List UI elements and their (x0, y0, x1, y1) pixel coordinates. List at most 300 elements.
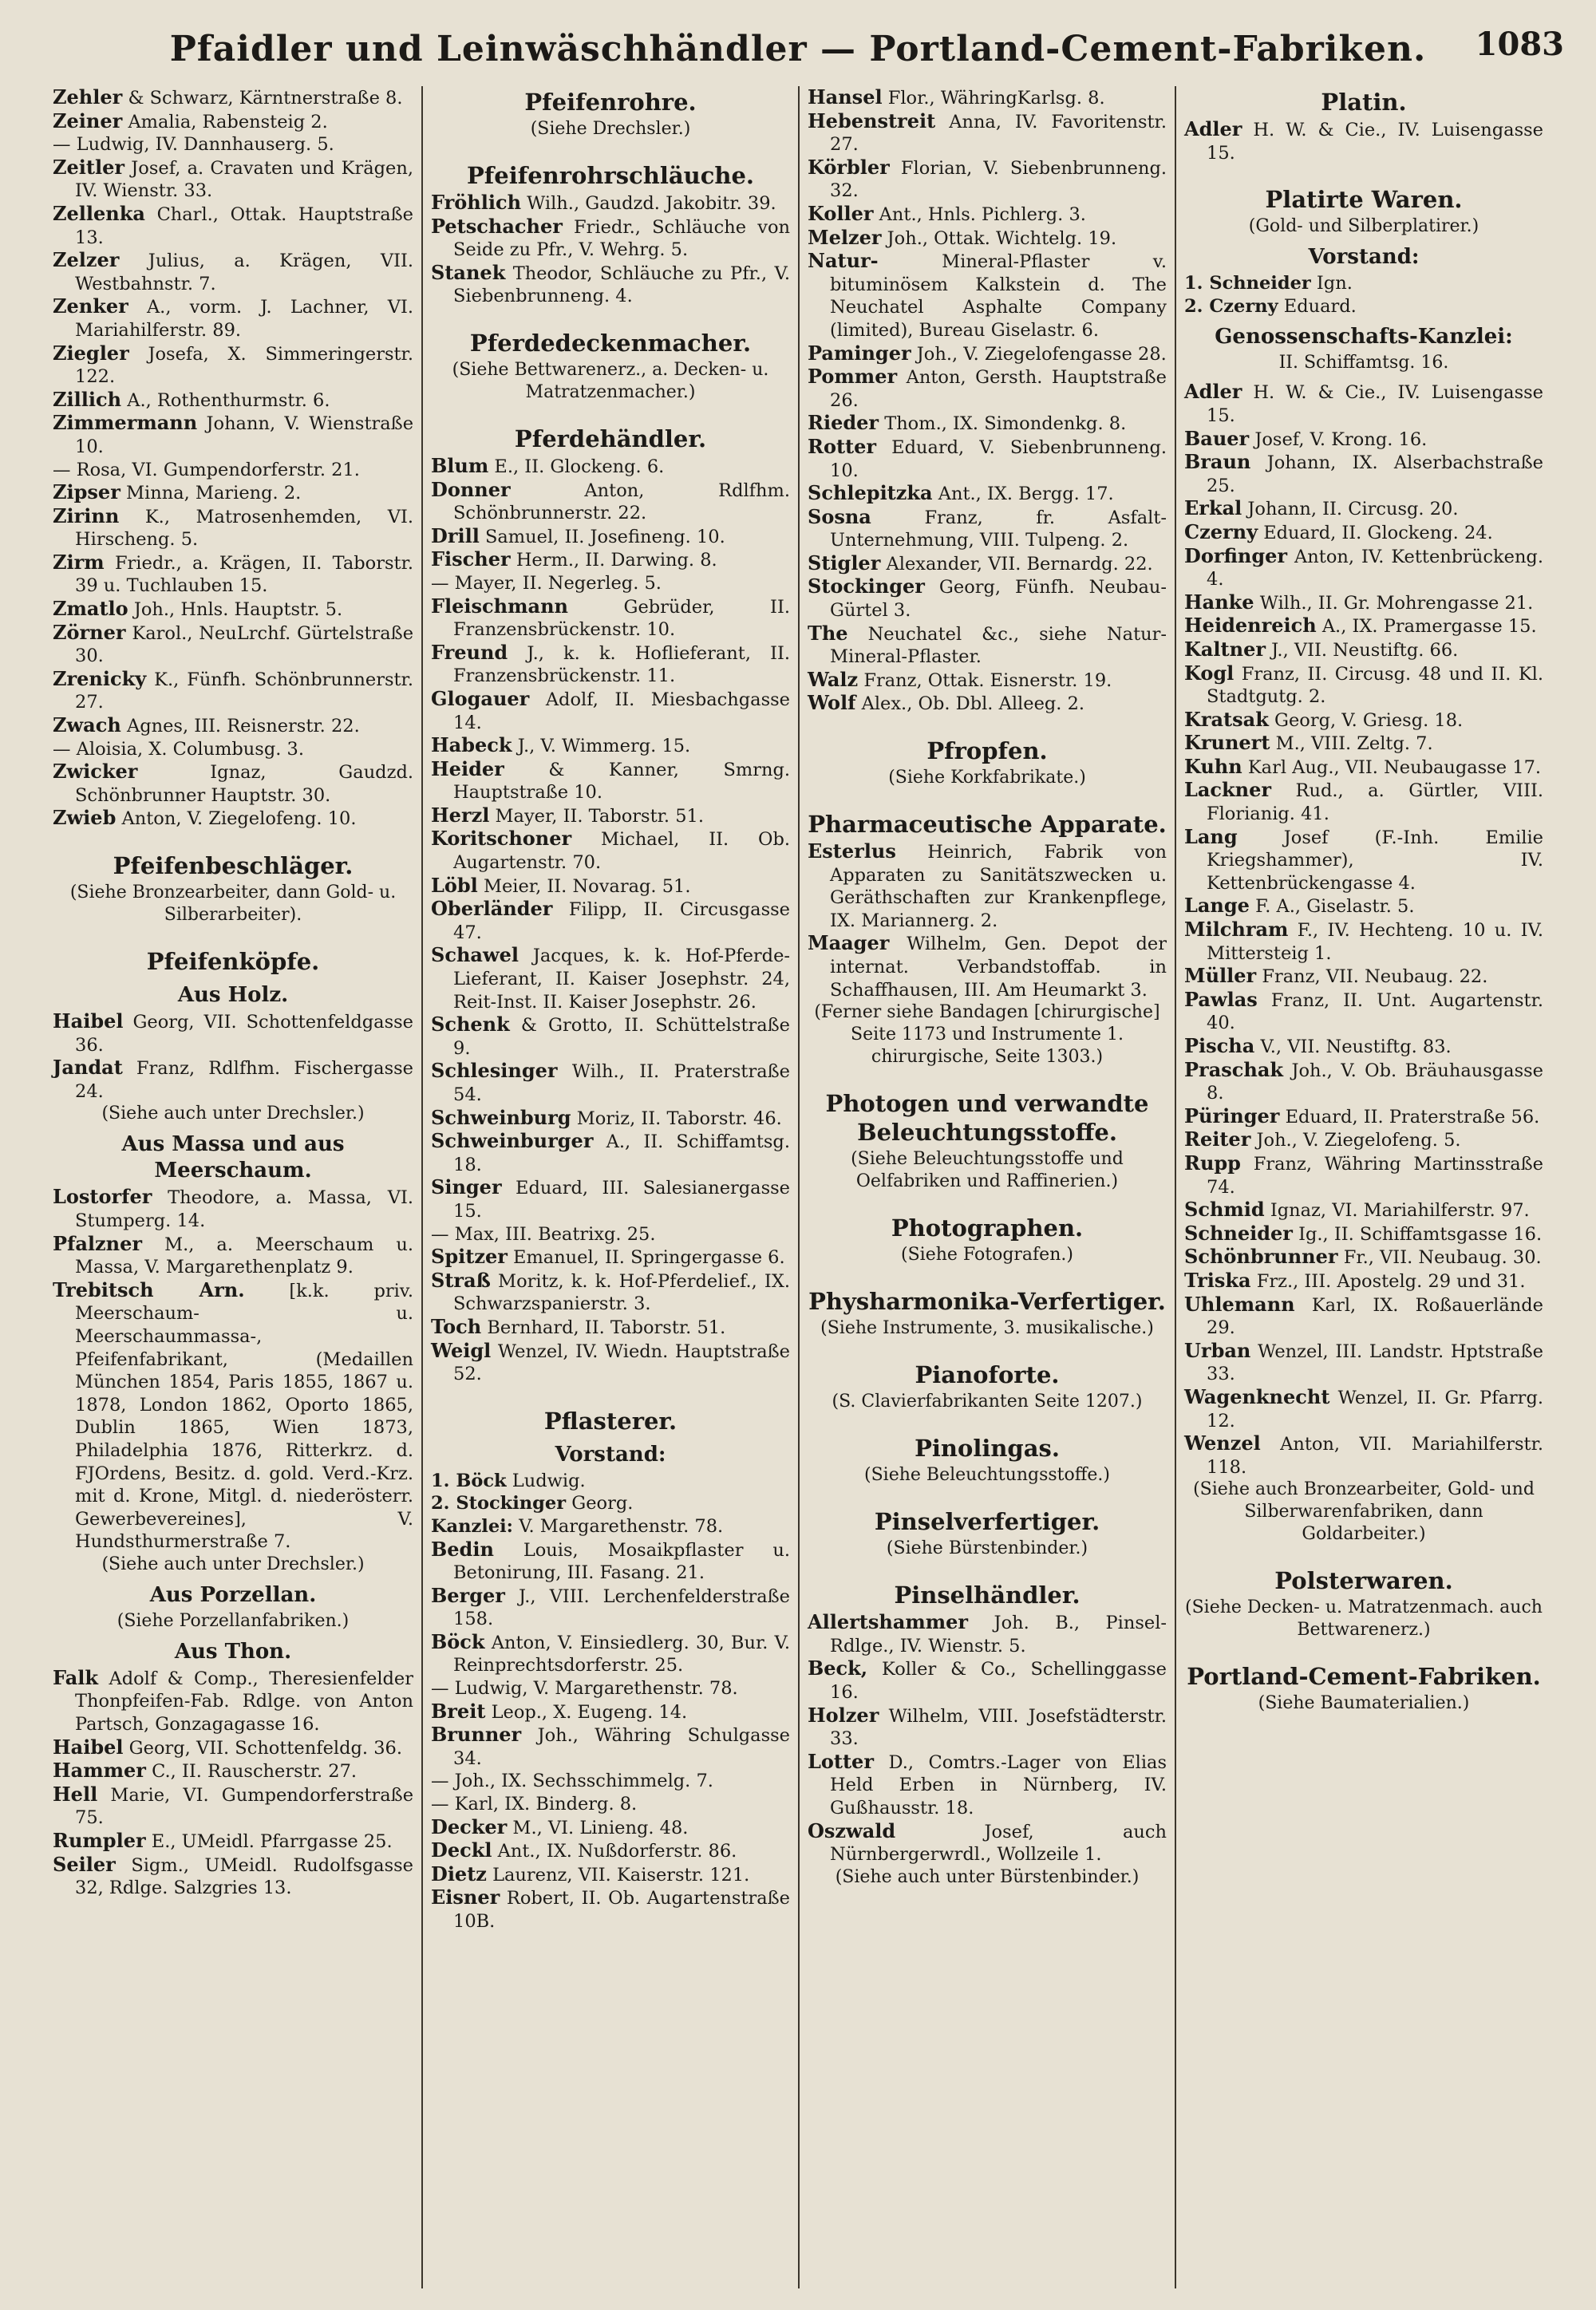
entry-text: Wenzel, II. Gr. Pfarrg. 12. (1207, 1387, 1543, 1431)
directory-entry (808, 1751, 1167, 1820)
directory-section (808, 1214, 1167, 1266)
directory-entry (1184, 451, 1543, 497)
directory-entry (53, 1056, 413, 1103)
section-heading: Platirte Waren. (1265, 186, 1463, 214)
entry-text: Franz, Rdlfhm. Fischergasse 24. (75, 1058, 413, 1102)
entry-text: Eduard, II. Glockeng. 24. (1263, 522, 1493, 543)
directory-entry (53, 295, 413, 342)
section-heading: Pferdedeckenmacher. (469, 329, 752, 357)
directory-entry (431, 548, 790, 572)
entry-name: Brunner (431, 1723, 522, 1747)
directory-entry (431, 1538, 790, 1585)
section-note: (Siehe Korkfabrikate.) (888, 768, 1086, 788)
entry-text: H. W. & Cie., IV. Luisengasse 15. (1207, 120, 1543, 164)
directory-entry (1184, 614, 1543, 638)
directory-entry (808, 250, 1167, 342)
entry-text: C., II. Rauscherstr. 27. (152, 1761, 358, 1783)
entry-text: Friedr., a. Krägen, II. Taborstr. 39 u. Tuchlauben 15. (75, 552, 414, 597)
directory-entry (808, 932, 1167, 1001)
section-note: (Siehe auch unter Drechsler.) (101, 1104, 365, 1124)
directory-section (53, 86, 413, 831)
entry-name: Wolf (808, 691, 856, 715)
page-number: 1083 (1475, 26, 1564, 63)
directory-entry (431, 827, 790, 874)
entry-text: J., VIII. Lerchenfelderstraße 158. (453, 1585, 790, 1630)
section-note: (Siehe Bettwarenerz., a. Decken- u. Matratzenmacher.) (452, 359, 769, 402)
entry-name: Sosna (808, 504, 871, 528)
entry-text: Alexander, VII. Bernardg. 22. (886, 553, 1153, 575)
entry-text: Joh. B., Pinsel-Rdlge., IV. Wienstr. 5. (830, 1613, 1167, 1656)
entry-name: Eisner (431, 1886, 500, 1909)
directory-entry (431, 1770, 790, 1793)
entry-text: Wilh., Gaudzd. Jakobitr. 39. (527, 193, 776, 214)
directory-entry (1184, 826, 1543, 895)
directory-entry (53, 389, 413, 413)
directory-entry (1184, 1105, 1543, 1129)
directory-entry (1184, 638, 1543, 662)
entry-name: Püringer (1184, 1104, 1280, 1127)
section-heading: Pfeifenrohrschläuche. (467, 162, 754, 189)
entry-text: Frz., III. Apostelg. 29 und 31. (1256, 1270, 1526, 1292)
directory-entry (431, 1793, 790, 1816)
entry-text: — Joh., IX. Sechsschimmelg. 7. (431, 1771, 713, 1792)
entry-text: — Ludwig, V. Margarethenstr. 78. (431, 1678, 738, 1700)
entry-name: Schawel (431, 943, 519, 967)
entry-name: Praschak (1184, 1057, 1283, 1081)
section-subheading: Aus Massa und aus Meerschaum. (121, 1132, 345, 1183)
entry-text: Herm., II. Darwing. 8. (516, 550, 717, 571)
section-subheading: Genossenschafts-Kanzlei: (1215, 325, 1513, 349)
entry-name: Decker (431, 1814, 508, 1838)
entry-text: Meier, II. Novarag. 51. (483, 875, 691, 897)
entry-text: F. A., Giselastr. 5. (1255, 896, 1415, 918)
entry-name: Falk (53, 1665, 99, 1689)
entry-name: Dietz (431, 1862, 487, 1886)
directory-entry (431, 1107, 790, 1131)
directory-entry (1184, 1246, 1543, 1270)
entry-text: Franz, fr. Asfalt-Unternehmung, VIII. Tulpeng. 2. (830, 507, 1167, 551)
entry-name: Pischa (1184, 1034, 1255, 1057)
directory-entry (431, 1839, 790, 1863)
entry-text: Louis, Mosaikpflaster u. Betonirung, III. Fasang. 21. (453, 1539, 790, 1584)
directory-entry (808, 482, 1167, 506)
entry-name: Lang (1184, 824, 1238, 848)
entry-text: Mineral-Pflaster v. bituminösem Kalkstein d. The Neuchatel Asphalte Company (limited), Bureau Giselastr. 6. (830, 251, 1167, 341)
directory-entry (53, 1233, 413, 1279)
directory-entry (53, 622, 413, 668)
section-note: (Siehe Drechsler.) (530, 119, 691, 139)
directory-entry (808, 227, 1167, 251)
directory-entry (53, 598, 413, 622)
entry-name: Schweinburger (431, 1129, 594, 1153)
section-note: (Siehe Bronzearbeiter, dann Gold- u. Silberarbeiter). (69, 883, 397, 925)
entry-text: Marie, VI. Gumpendorferstraße 75. (75, 1784, 414, 1829)
entry-name: Zwach (53, 713, 121, 737)
section-note: (Ferner siehe Bandagen [chirurgische] Seite 1173 und Instrumente 1. chirurgische, Seite 1303.) (814, 1002, 1160, 1068)
directory-entry (53, 714, 413, 738)
entry-text: Ig., II. Schiffamtsgasse 16. (1298, 1223, 1543, 1245)
entry-name: Esterlus (808, 839, 896, 863)
directory-section (808, 1089, 1167, 1193)
column-4 (1175, 86, 1551, 2288)
entry-name: Zellenka (53, 201, 145, 225)
entry-name: Rotter (808, 434, 877, 458)
entry-name: Milchram (1184, 918, 1289, 942)
entry-name: Lange (1184, 894, 1250, 918)
entry-text: Anna, IV. Favoritenstr. 27. (830, 111, 1167, 156)
directory-entry (1184, 428, 1543, 452)
section-note: (Siehe Decken- u. Matratzenmach. auch Bettwarenerz.) (1185, 1597, 1543, 1641)
section-note: (Siehe Baumaterialien.) (1258, 1693, 1470, 1714)
board-member (431, 1515, 790, 1538)
section-note: II. Schiffamtsg. 16. (1278, 353, 1449, 373)
entry-name: Spitzer (431, 1245, 508, 1269)
section-heading: Pfeifenköpfe. (146, 948, 320, 975)
directory-section (808, 736, 1167, 789)
entry-text: — Karl, IX. Binderg. 8. (431, 1794, 638, 1815)
page-header (32, 22, 1564, 78)
entry-text: Franz, II. Circusg. 48 und II. Kl. Stadtgutg. 2. (1207, 663, 1543, 708)
directory-entry (808, 436, 1167, 482)
entry-name: Fleischmann (431, 594, 568, 618)
directory-entry (431, 1270, 790, 1316)
entry-text: Amalia, Rabensteig 2. (128, 111, 328, 132)
directory-entry (431, 1223, 790, 1246)
directory-entry (431, 1677, 790, 1700)
directory-entry (1184, 1340, 1543, 1386)
directory-entry (53, 156, 413, 203)
directory-entry (808, 692, 1167, 716)
section-subheading: Aus Holz. (177, 983, 289, 1007)
entry-text: — Rosa, VI. Gumpendorferstr. 21. (53, 459, 360, 480)
entry-text: Franz, Währing Martinsstraße 74. (1207, 1153, 1543, 1198)
directory-section (53, 1131, 413, 1576)
entry-name: Lostorfer (53, 1185, 152, 1209)
directory-entry (53, 1830, 413, 1854)
entry-name: Hammer (53, 1759, 146, 1783)
entry-name: Rumpler (53, 1829, 146, 1853)
entry-name: Straß (431, 1268, 491, 1292)
entry-text: Georg, V. Griesg. 18. (1274, 709, 1464, 731)
directory-entry (431, 595, 790, 642)
directory-section (1184, 324, 1543, 1546)
entry-text: A., IX. Pramergasse 15. (1321, 616, 1537, 638)
entry-text: Bernhard, II. Taborstr. 51. (487, 1317, 726, 1338)
entry-name: Czerny (1184, 519, 1258, 543)
entry-name: Pommer (808, 365, 898, 389)
entry-name: Oszwald (808, 1818, 896, 1842)
board-member-name: Kanzlei: (431, 1515, 513, 1537)
entry-text: E., II. Glockeng. 6. (494, 456, 665, 477)
entry-name: Jandat (53, 1056, 123, 1080)
entry-text: Robert, II. Ob. Augartenstraße 10B. (453, 1888, 790, 1932)
entry-name: Zwicker (53, 760, 138, 784)
entry-name: Rupp (1184, 1151, 1241, 1175)
entry-name: Seiler (53, 1852, 116, 1876)
directory-section (1184, 1662, 1543, 1715)
entry-text: Anton, V. Einsiedlerg. 30, Bur. V. Reinprechtsdorferstr. 25. (453, 1632, 790, 1676)
directory-entry (808, 840, 1167, 932)
directory-section (1184, 1566, 1543, 1641)
entry-text: Fr., VII. Neubaug. 30. (1343, 1247, 1542, 1269)
entry-name: Zenker (53, 294, 128, 318)
board-member-name: 1. Schneider (1184, 273, 1311, 294)
directory-entry (1184, 989, 1543, 1035)
board-member-name: 2. Stockinger (431, 1493, 567, 1514)
board-member-text: V. Margarethenstr. 78. (519, 1515, 724, 1537)
directory-columns (45, 86, 1551, 2288)
entry-name: Heidenreich (1184, 614, 1317, 638)
entry-name: Zeitler (53, 155, 125, 179)
section-subheading: Aus Porzellan. (149, 1582, 317, 1607)
entry-text: Ant., IX. Bergg. 17. (938, 484, 1114, 505)
entry-text: Joh., Hnls. Hauptstr. 5. (133, 599, 343, 621)
entry-text: Minna, Marieng. 2. (126, 483, 302, 504)
directory-entry (53, 203, 413, 249)
entry-text: Wilh., II. Praterstraße 54. (453, 1061, 790, 1105)
directory-entry (1184, 1270, 1543, 1293)
entry-name: Habeck (431, 733, 512, 757)
directory-entry (53, 1736, 413, 1760)
directory-entry (431, 734, 790, 758)
directory-entry (808, 552, 1167, 576)
entry-text: Julius, a. Krägen, VII. Westbahnstr. 7. (75, 251, 413, 294)
directory-entry (1184, 118, 1543, 164)
board-member (431, 1470, 790, 1493)
directory-entry (1184, 894, 1543, 918)
entry-name: Adler (1184, 380, 1242, 404)
entry-text: Flor., WähringKarlsg. 8. (887, 88, 1105, 109)
directory-entry (431, 572, 790, 595)
directory-entry (808, 1704, 1167, 1751)
entry-name: Kratsak (1184, 707, 1269, 731)
entry-name: Körbler (808, 155, 890, 179)
directory-entry (1184, 1222, 1543, 1246)
entry-name: Drill (431, 523, 480, 547)
entry-name: Hansel (808, 86, 883, 109)
entry-name: Breit (431, 1699, 486, 1723)
entry-text: Leop., X. Eugeng. 14. (491, 1701, 688, 1723)
entry-name: Blum (431, 453, 489, 477)
directory-entry (53, 1667, 413, 1736)
entry-name: Krunert (1184, 731, 1270, 755)
entry-name: Natur- (808, 249, 879, 273)
directory-entry (53, 807, 413, 831)
entry-name: Fischer (431, 547, 511, 571)
entry-text: Koller & Co., Schellinggasse 16. (830, 1659, 1167, 1703)
section-subheading: Vorstand: (1308, 245, 1420, 270)
directory-entry (431, 525, 790, 549)
entry-text: Anton, V. Ziegelofeng. 10. (121, 808, 357, 830)
entry-name: Müller (1184, 964, 1257, 988)
entry-text: — Ludwig, IV. Dannhauserg. 5. (53, 134, 334, 156)
directory-entry (431, 758, 790, 804)
directory-entry (1184, 1432, 1543, 1479)
directory-entry (53, 505, 413, 551)
directory-entry (431, 1724, 790, 1770)
entry-text: Josef, a. Cravaten und Krägen, IV. Wienstr. 33. (75, 157, 413, 202)
entry-name: Zehler (53, 86, 123, 109)
entry-name: Zirm (53, 550, 105, 574)
entry-name: Haibel (53, 1009, 124, 1033)
directory-entry (53, 1010, 413, 1056)
entry-name: Singer (431, 1175, 502, 1199)
entry-name: Zirinn (53, 503, 120, 527)
board-member-text: Georg. (571, 1493, 634, 1514)
directory-entry (53, 1854, 413, 1900)
entry-text: Joh., Ottak. Wichtelg. 19. (887, 227, 1117, 249)
entry-text: Josef, auch Nürnbergerwrdl., Wollzeile 1. (830, 1821, 1167, 1866)
entry-name: Fröhlich (431, 191, 522, 214)
board-member-text: Ludwig. (512, 1470, 586, 1491)
entry-name: Wenzel (1184, 1431, 1261, 1455)
entry-name: Trebitsch Arn. (53, 1277, 245, 1301)
directory-section (53, 851, 413, 926)
directory-entry (53, 760, 413, 807)
entry-name: Allertshammer (808, 1610, 969, 1634)
entry-name: The (808, 621, 848, 645)
directory-entry (808, 412, 1167, 436)
section-subheading: Vorstand: (555, 1442, 666, 1467)
entry-text: A., vorm. J. Lachner, VI. Mariahilferstr. 89. (75, 297, 413, 341)
entry-text: Georg, VII. Schottenfeldg. 36. (128, 1737, 402, 1759)
entry-name: Schneider (1184, 1221, 1293, 1245)
entry-text: Moritz, k. k. Hof-Pferdelief., IX. Schwarzspanierstr. 3. (453, 1270, 790, 1315)
section-heading: Pinolingas. (915, 1435, 1060, 1463)
entry-text: J., V. Wimmerg. 15. (517, 736, 691, 757)
entry-name: Deckl (431, 1838, 492, 1862)
section-note: (Siehe Fotografen.) (901, 1245, 1073, 1266)
entry-text: Samuel, II. Josefineng. 10. (484, 526, 725, 547)
section-heading: Pianoforte. (915, 1361, 1060, 1389)
entry-text: Adolf, II. Miesbachgasse 14. (453, 689, 790, 733)
board-member-text: Eduard. (1283, 295, 1357, 317)
entry-text: Wenzel, III. Landstr. Hptstraße 33. (1207, 1341, 1543, 1385)
section-heading: Pinselverfertiger. (874, 1508, 1100, 1536)
entry-text: Agnes, III. Reisnerstr. 22. (126, 716, 360, 737)
entry-text: Joh., V. Ob. Bräuhausgasse 8. (1207, 1060, 1543, 1104)
entry-text: Filipp, II. Circusgasse 47. (453, 899, 790, 943)
directory-entry (431, 479, 790, 525)
directory-entry (1184, 662, 1543, 709)
directory-entry (1184, 497, 1543, 521)
entry-name: Zipser (53, 480, 120, 504)
entry-text: Wilhelm, Gen. Depot der internat. Verbandstoffab. in Schaffhausen, III. Am Heumarkt 3. (830, 934, 1167, 1001)
entry-text: Adolf & Comp., Theresienfelder Thonpfeifen-Fab. Rdlge. von Anton Partsch, Gonzagagasse 16. (75, 1668, 413, 1735)
directory-entry (53, 412, 413, 458)
entry-name: Kuhn (1184, 754, 1242, 778)
directory-section (431, 1407, 790, 1933)
directory-entry (1184, 1293, 1543, 1340)
directory-entry (53, 551, 413, 598)
directory-entry (53, 110, 413, 134)
entry-text: K., Matrosenhemden, VI. Hirscheng. 5. (75, 506, 414, 551)
entry-text: Ant., IX. Nußdorferstr. 86. (497, 1841, 737, 1862)
entry-text: K., Fünfh. Schönbrunnerstr. 27. (75, 669, 413, 713)
directory-entry (53, 342, 413, 389)
directory-entry (53, 1186, 413, 1232)
entry-name: Hell (53, 1782, 98, 1806)
column-3 (798, 86, 1175, 2288)
directory-entry (53, 133, 413, 156)
section-note: (Siehe auch unter Bürstenbinder.) (835, 1866, 1140, 1887)
entry-text: Charl., Ottak. Hauptstraße 13. (75, 203, 413, 248)
directory-entry (1184, 521, 1543, 545)
entry-name: Böck (431, 1629, 485, 1653)
section-heading: Photogen und verwandte Beleuchtungsstoffe. (825, 1090, 1149, 1147)
entry-text: Wenzel, IV. Wiedn. Hauptstraße 52. (453, 1341, 790, 1385)
entry-name: Melzer (808, 225, 882, 249)
entry-text: J., VII. Neustiftg. 66. (1271, 639, 1459, 661)
section-note: (Siehe Bürstenbinder.) (886, 1538, 1088, 1559)
directory-entry (431, 688, 790, 734)
entry-name: Bedin (431, 1537, 494, 1561)
section-heading: Pfropfen. (926, 737, 1048, 765)
directory-entry (431, 1886, 790, 1933)
entry-text: Neuchatel &c., siehe Natur-Mineral-Pflaster. (830, 623, 1167, 668)
directory-entry (53, 481, 413, 505)
board-member (1184, 272, 1543, 295)
directory-entry (1184, 779, 1543, 825)
entry-name: Koritschoner (431, 827, 572, 851)
entry-name: Rieder (808, 411, 879, 435)
section-note: (Siehe Instrumente, 3. musikalische.) (820, 1318, 1154, 1339)
entry-text: Anton, Rdlfhm. Schönbrunnerstr. 22. (453, 480, 790, 524)
entry-text: Rud., a. Gürtler, VIII. Florianig. 41. (1207, 780, 1543, 825)
entry-name: Ziegler (53, 341, 129, 365)
entry-text: & Kanner, Smrng. Hauptstraße 10. (453, 759, 791, 804)
directory-section (431, 88, 790, 140)
entry-text: Ant., Hnls. Pichlerg. 3. (879, 203, 1086, 225)
entry-text: Johann, II. Circusg. 20. (1247, 499, 1459, 520)
entry-name: Berger (431, 1583, 505, 1607)
entry-name: Holzer (808, 1703, 879, 1727)
entry-text: — Max, III. Beatrixg. 25. (431, 1223, 656, 1245)
directory-entry (1184, 1035, 1543, 1059)
entry-name: Beck, (808, 1656, 868, 1680)
entry-name: Weigl (431, 1338, 492, 1362)
entry-text: Theodor, Schläuche zu Pfr., V. Siebenbrunneng. 4. (453, 263, 790, 307)
section-note: (Gold- und Silberplatirer.) (1248, 216, 1479, 237)
entry-name: Löbl (431, 873, 478, 897)
entry-name: Schenk (431, 1013, 510, 1037)
directory-entry (431, 215, 790, 262)
entry-text: Anton, Gersth. Hauptstraße 26. (830, 367, 1167, 411)
entry-text: & Schwarz, Kärntnerstraße 8. (128, 88, 403, 109)
entry-name: Heider (431, 756, 504, 780)
entry-text: Emanuel, II. Springergasse 6. (513, 1247, 785, 1269)
entry-text: Franz, Ottak. Eisnerstr. 19. (863, 669, 1112, 691)
entry-text: Alex., Ob. Dbl. Alleeg. 2. (861, 693, 1085, 715)
directory-entry (431, 1130, 790, 1176)
directory-section (808, 1581, 1167, 1889)
section-subheading: Aus Thon. (174, 1639, 292, 1664)
entry-name: Pfalzner (53, 1231, 143, 1255)
directory-section (431, 424, 790, 1386)
entry-name: Toch (431, 1314, 482, 1338)
directory-section (431, 161, 790, 308)
entry-text: Ignaz, Gaudzd. Schönbrunner Hauptstr. 30. (75, 762, 413, 806)
directory-entry (431, 1316, 790, 1340)
directory-section (1184, 88, 1543, 164)
entry-name: Lackner (1184, 778, 1272, 802)
directory-entry (53, 249, 413, 295)
directory-entry (1184, 1059, 1543, 1105)
directory-section (808, 810, 1167, 1068)
entry-name: Koller (808, 201, 874, 225)
entry-name: Walz (808, 667, 859, 691)
directory-entry (53, 1279, 413, 1554)
